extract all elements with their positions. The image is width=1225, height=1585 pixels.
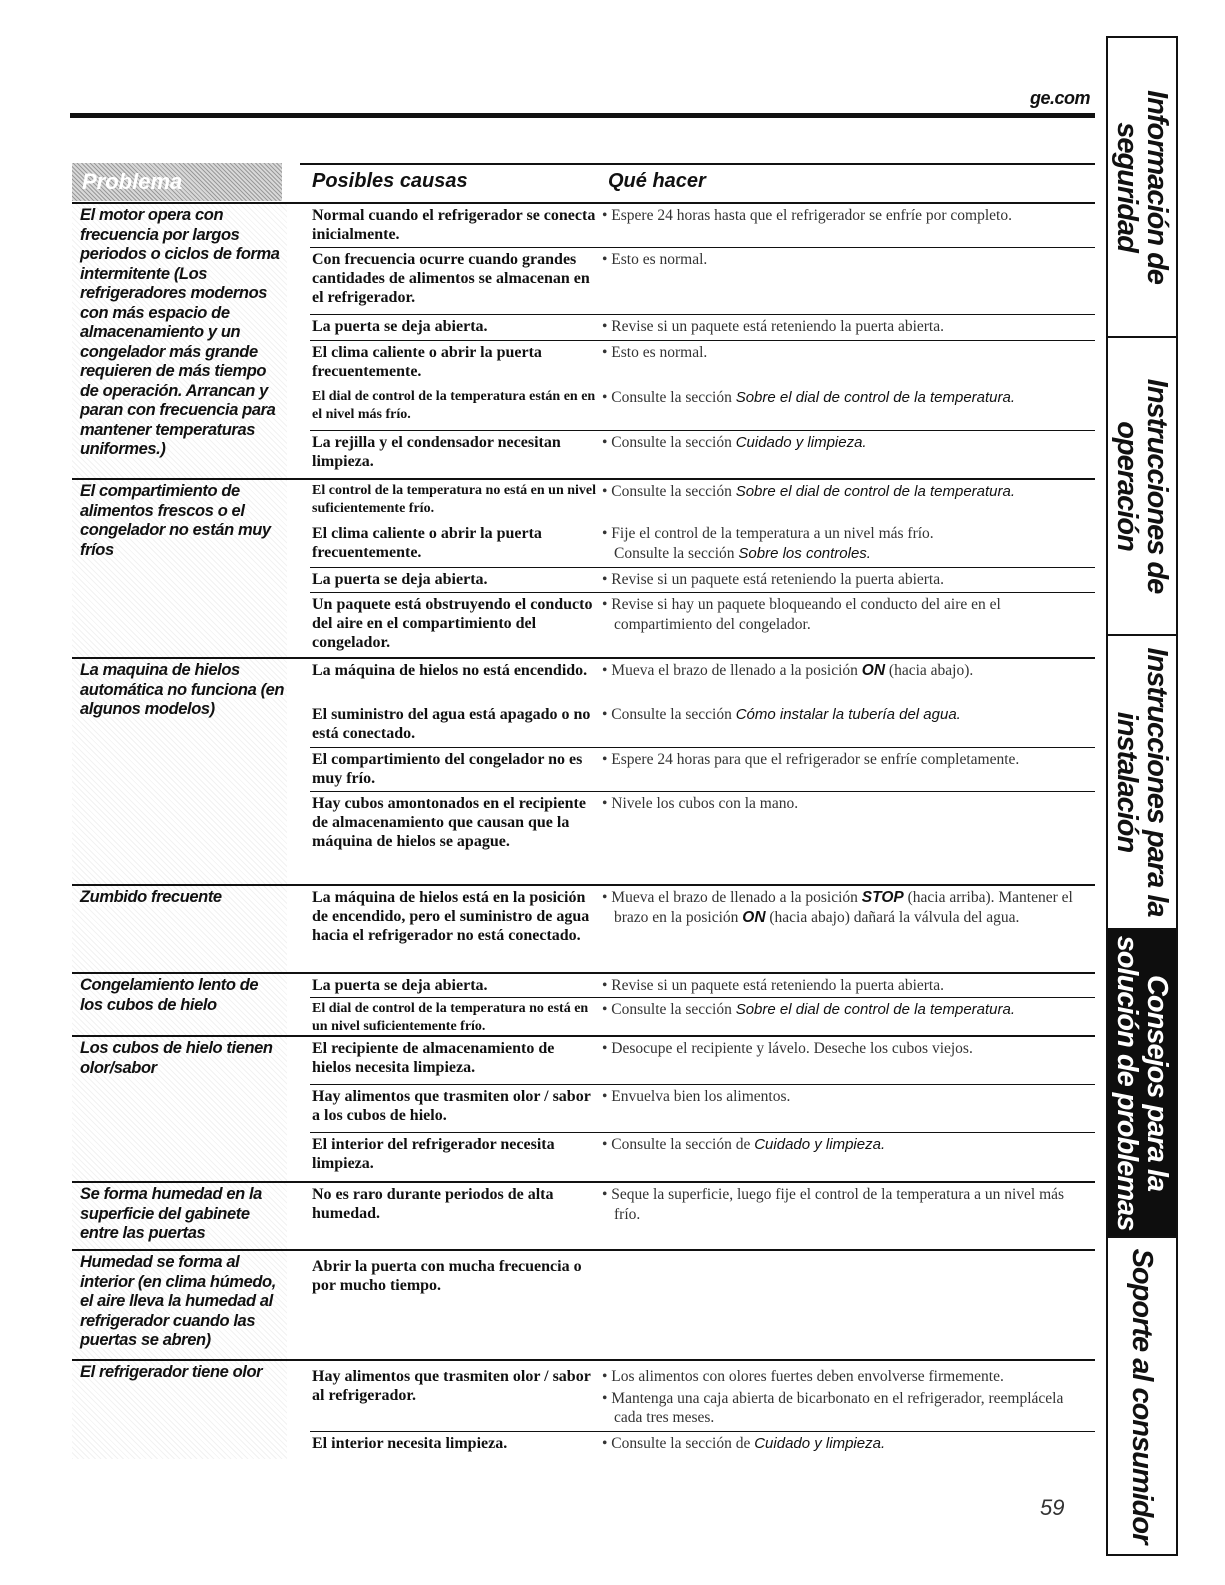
section-tabs bbox=[1106, 36, 1178, 1556]
cause-text: El interior del refrigerador necesita limpieza. bbox=[312, 1136, 555, 1172]
todo-item bbox=[602, 482, 1092, 502]
table-row bbox=[310, 1431, 1095, 1459]
tab-label bbox=[1112, 90, 1172, 284]
problem-text: La maquina de hielos automática no funciona (en algunos modelos) bbox=[80, 661, 285, 718]
table-row bbox=[310, 659, 1095, 703]
todo-item: • Espere 24 horas para que el refrigerador se enfríe completamente. bbox=[602, 751, 1020, 768]
table-row bbox=[310, 430, 1095, 478]
todo-text bbox=[602, 206, 1092, 226]
tab-label bbox=[1112, 379, 1172, 593]
tab-label bbox=[1112, 936, 1172, 1231]
todo-item: • Esto es normal. bbox=[602, 344, 708, 361]
tab-installation-instructions[interactable] bbox=[1108, 636, 1176, 930]
table-row bbox=[310, 1037, 1095, 1084]
todo-text bbox=[602, 1434, 1092, 1454]
tab-troubleshooting[interactable] bbox=[1108, 930, 1176, 1238]
table-row bbox=[310, 340, 1095, 385]
todo-item: • Los alimentos con olores fuertes deben envolverse firmemente. bbox=[602, 1368, 1004, 1385]
table-row bbox=[310, 997, 1095, 1035]
todo-suffix: (hacia abajo). bbox=[885, 662, 974, 679]
tab-label-line: instalación bbox=[1111, 711, 1143, 853]
todo-item bbox=[602, 1434, 1092, 1454]
cause-text: El recipiente de almacenamiento de hielos necesita limpieza. bbox=[312, 1040, 555, 1076]
todo-text bbox=[602, 595, 1092, 634]
todo-text bbox=[602, 250, 1092, 270]
todo-item bbox=[602, 388, 1092, 408]
todo-item bbox=[602, 661, 1092, 681]
column-header-problem bbox=[72, 163, 282, 201]
todo-item: • Revise si un paquete está reteniendo la puerta abierta. bbox=[602, 571, 944, 588]
todo-text bbox=[602, 1000, 1092, 1020]
section-reference: Cómo instalar la tubería del agua. bbox=[735, 706, 961, 723]
todo-item: • Revise si un paquete está reteniendo la puerta abierta. bbox=[602, 977, 944, 994]
todo-text bbox=[602, 794, 1092, 814]
cause-text: No es raro durante periodos de alta humedad. bbox=[312, 1186, 554, 1222]
todo-text bbox=[602, 388, 1092, 408]
problem-group bbox=[72, 657, 1095, 884]
section-reference: Sobre el dial de control de la temperatura. bbox=[735, 483, 1016, 500]
todo-prefix: • Consulte la sección bbox=[602, 1001, 736, 1018]
table-row bbox=[310, 592, 1095, 657]
table-row bbox=[310, 480, 1095, 522]
cause-text: El interior necesita limpieza. bbox=[312, 1435, 508, 1452]
problem-text: Humedad se forma al interior (en clima húmedo, el aire lleva la humedad al refrigerador cuando las puertas se abren) bbox=[80, 1253, 276, 1349]
todo-text bbox=[602, 1039, 1092, 1059]
cause-text: La máquina de hielos no está encendido. bbox=[312, 662, 588, 679]
todo-text bbox=[602, 433, 1092, 453]
todo-line1: • Fije el control de la temperatura a un nivel más frío. bbox=[602, 525, 934, 542]
table-row bbox=[310, 974, 1095, 998]
tab-label-line: Consejos para la bbox=[1141, 974, 1173, 1192]
todo-item: • Esto es normal. bbox=[602, 251, 708, 268]
table-row bbox=[310, 386, 1095, 431]
section-reference: Cuidado y limpieza. bbox=[735, 434, 867, 451]
todo-prefix: • Mueva el brazo de llenado a la posición bbox=[602, 889, 862, 906]
problem-group bbox=[72, 202, 1095, 478]
cause-text: Hay cubos amontonados en el recipiente de almacenamiento que causan que la máquina de hielos se apague. bbox=[312, 795, 586, 850]
column-header-cause: Posibles causas bbox=[312, 170, 468, 192]
tab-operating-instructions[interactable] bbox=[1108, 338, 1176, 636]
position-on: ON bbox=[861, 662, 886, 679]
table-row bbox=[310, 247, 1095, 313]
todo-prefix: • Consulte la sección de bbox=[602, 1435, 755, 1452]
section-reference: Sobre el dial de control de la temperatura. bbox=[735, 389, 1016, 406]
table-row bbox=[310, 703, 1095, 747]
todo-item: • Espere 24 horas hasta que el refrigerador se enfríe por completo. bbox=[602, 207, 1012, 224]
problem-group bbox=[72, 1035, 1095, 1181]
cause-text: Con frecuencia ocurre cuando grandes cantidades de alimentos se almacenan en el refrigerador. bbox=[312, 251, 590, 306]
table-row bbox=[310, 314, 1095, 339]
problem-group bbox=[72, 972, 1095, 1035]
table-row bbox=[310, 886, 1095, 972]
cause-text: Hay alimentos que trasmiten olor / sabor al refrigerador. bbox=[312, 1368, 591, 1404]
cause-text: Un paquete está obstruyendo el conducto del aire en el compartimiento del congelador. bbox=[312, 596, 593, 651]
site-url: ge.com bbox=[1029, 88, 1090, 108]
cause-text: El dial de control de la temperatura están en en el nivel más frío. bbox=[312, 389, 596, 422]
todo-prefix: • Consulte la sección bbox=[602, 434, 736, 451]
problem-text: Zumbido frecuente bbox=[80, 888, 222, 906]
problem-group bbox=[72, 1181, 1095, 1249]
cause-text: El dial de control de la temperatura no está en un nivel suficientemente frío. bbox=[312, 1001, 589, 1034]
header-rule bbox=[300, 163, 1095, 165]
section-reference: Sobre los controles. bbox=[738, 544, 871, 562]
todo-item bbox=[602, 433, 1092, 453]
cause-text: Normal cuando el refrigerador se conecta inicialmente. bbox=[312, 207, 596, 243]
cause-text: El clima caliente o abrir la puerta frecuentemente. bbox=[312, 344, 542, 380]
position-stop: STOP bbox=[861, 889, 904, 906]
section-reference: Cuidado y limpieza. bbox=[754, 1136, 886, 1153]
table-row bbox=[310, 204, 1095, 246]
table-row bbox=[310, 791, 1095, 884]
todo-item: • Revise si hay un paquete bloqueando el conducto del aire en el compartimiento del congelador. bbox=[602, 596, 1001, 633]
problem-text: El refrigerador tiene olor bbox=[80, 1363, 263, 1381]
section-reference: Cuidado y limpieza. bbox=[754, 1435, 886, 1452]
cause-text: La puerta se deja abierta. bbox=[312, 318, 488, 335]
cause-text: La puerta se deja abierta. bbox=[312, 571, 488, 588]
todo-item: • Nivele los cubos con la mano. bbox=[602, 795, 799, 812]
cause-text: Abrir la puerta con mucha frecuencia o por mucho tiempo. bbox=[312, 1258, 582, 1294]
todo-text bbox=[602, 1185, 1092, 1224]
todo-prefix: • Mueva el brazo de llenado a la posición bbox=[602, 662, 862, 679]
problem-text: Congelamiento lento de los cubos de hielo bbox=[80, 976, 259, 1014]
todo-text bbox=[602, 570, 1092, 590]
cause-text: La máquina de hielos está en la posición de encendido, pero el suministro de agua hacia el refrigerador no está conectado. bbox=[312, 889, 590, 944]
tab-label-line: Instrucciones para la bbox=[1141, 647, 1173, 917]
page-number: 59 bbox=[1040, 1495, 1065, 1520]
table-row bbox=[310, 1132, 1095, 1181]
todo-middle: (hacia arriba). Mantener el brazo en la posición bbox=[614, 889, 1073, 926]
cause-text: El suministro del agua está apagado o no está conectado. bbox=[312, 706, 591, 742]
tab-label-line: Información de bbox=[1141, 90, 1173, 284]
cause-text: El compartimiento del congelador no es muy frío. bbox=[312, 751, 583, 787]
todo-text bbox=[602, 750, 1092, 770]
table-row bbox=[310, 1084, 1095, 1132]
todo-text bbox=[602, 888, 1092, 927]
todo-item: • Seque la superficie, luego fije el control de la temperatura a un nivel más frío. bbox=[602, 1186, 1065, 1223]
table-row bbox=[310, 1183, 1095, 1249]
problem-group bbox=[72, 478, 1095, 657]
todo-text bbox=[602, 482, 1092, 502]
todo-line2-prefix: Consulte la sección bbox=[614, 544, 739, 562]
todo-item bbox=[602, 524, 1092, 563]
table-row bbox=[310, 522, 1095, 567]
todo-item bbox=[602, 888, 1092, 927]
cause-text: El clima caliente o abrir la puerta frecuentemente. bbox=[312, 525, 542, 561]
tab-label bbox=[1127, 1249, 1157, 1544]
todo-text bbox=[602, 1087, 1092, 1107]
problem-text: Los cubos de hielo tienen olor/sabor bbox=[80, 1039, 273, 1077]
table-row bbox=[310, 747, 1095, 791]
tab-consumer-support[interactable] bbox=[1108, 1238, 1176, 1554]
column-header-todo: Qué hacer bbox=[608, 170, 706, 192]
todo-item bbox=[602, 705, 1092, 725]
cause-text: La puerta se deja abierta. bbox=[312, 977, 488, 994]
table-row bbox=[310, 1255, 1095, 1355]
todo-item: • Envuelva bien los alimentos. bbox=[602, 1088, 791, 1105]
top-rule bbox=[70, 113, 1095, 118]
tab-safety-info[interactable] bbox=[1108, 38, 1176, 338]
todo-item: • Revise si un paquete está reteniendo la puerta abierta. bbox=[602, 318, 944, 335]
todo-prefix: • Consulte la sección bbox=[602, 483, 736, 500]
problem-group bbox=[72, 1359, 1095, 1459]
problem-group bbox=[72, 1249, 1095, 1359]
tab-label-line: operación bbox=[1111, 421, 1143, 551]
tab-label-line: Soporte al consumidor bbox=[1126, 1248, 1158, 1544]
cause-text: Hay alimentos que trasmiten olor / sabor a los cubos de hielo. bbox=[312, 1088, 591, 1124]
todo-item: • Desocupe el recipiente y lávelo. Deseche los cubos viejos. bbox=[602, 1040, 973, 1057]
column-header-problem-label: Problema bbox=[82, 169, 183, 194]
todo-text bbox=[602, 661, 1092, 681]
todo-text bbox=[602, 1367, 1092, 1428]
todo-prefix: • Consulte la sección bbox=[602, 706, 736, 723]
todo-prefix: • Consulte la sección bbox=[602, 389, 736, 406]
todo-text bbox=[602, 1135, 1092, 1155]
section-reference: Sobre el dial de control de la temperatura. bbox=[735, 1001, 1016, 1018]
todo-text bbox=[602, 705, 1092, 725]
problem-text: Se forma humedad en la superficie del gabinete entre las puertas bbox=[80, 1185, 262, 1242]
todo-text bbox=[602, 317, 1092, 337]
todo-text bbox=[602, 343, 1092, 363]
todo-prefix: • Consulte la sección de bbox=[602, 1136, 755, 1153]
tab-label-line: Instrucciones de bbox=[1141, 378, 1173, 594]
todo-text bbox=[602, 976, 1092, 996]
todo-item bbox=[602, 1135, 1092, 1155]
problem-text: El compartimiento de alimentos frescos o el congelador no están muy fríos bbox=[80, 482, 271, 559]
todo-text bbox=[602, 524, 1092, 563]
position-on: ON bbox=[742, 908, 766, 926]
todo-item bbox=[602, 1000, 1092, 1020]
tab-label-line: solución de problemas bbox=[1111, 935, 1143, 1231]
problem-group bbox=[72, 884, 1095, 972]
table-row bbox=[310, 567, 1095, 592]
todo-suffix: (hacia abajo) dañará la válvula del agua. bbox=[765, 908, 1020, 926]
tab-label bbox=[1112, 647, 1172, 916]
cause-text: El control de la temperatura no está en un nivel suficientemente frío. bbox=[312, 483, 597, 516]
todo-item: • Mantenga una caja abierta de bicarbonato en el refrigerador, reemplácela cada tres meses. bbox=[602, 1389, 1064, 1426]
cause-text: La rejilla y el condensador necesitan limpieza. bbox=[312, 434, 561, 470]
table-row bbox=[310, 1365, 1095, 1429]
tab-label-line: seguridad bbox=[1111, 122, 1143, 252]
problem-text: El motor opera con frecuencia por largos periodos o ciclos de forma intermitente (Los refrigeradores modernos con más espacio de almacenamiento y un congelador más grande requieren de más tiempo de operación. Arrancan y paran con frecuencia para mantener temperaturas uniformes.) bbox=[80, 206, 280, 458]
